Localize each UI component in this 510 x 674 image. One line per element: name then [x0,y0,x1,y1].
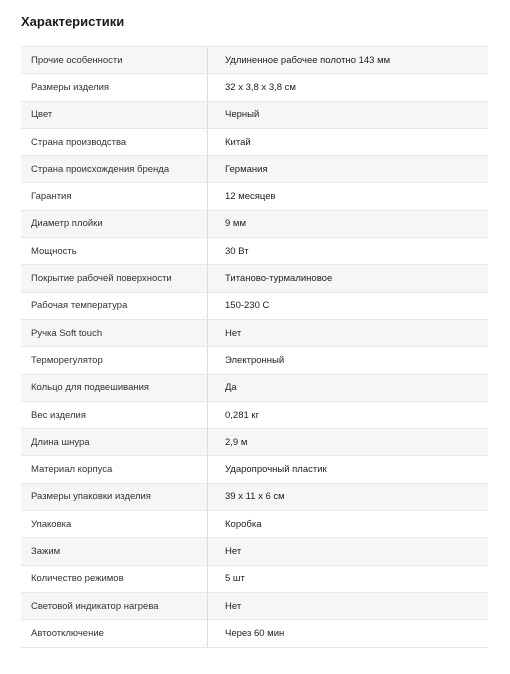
spec-value: Черный [225,109,260,121]
spec-row [21,265,488,292]
spec-row [21,538,488,565]
spec-row [21,47,488,74]
spec-value: Ударопрочный пластик [225,464,327,476]
spec-row [21,183,488,210]
spec-name: Страна происхождения бренда [21,156,208,182]
spec-name: Покрытие рабочей поверхности [21,265,208,291]
spec-name: Длина шнура [21,429,208,455]
spec-row [21,293,488,320]
spec-value: Титаново-турмалиновое [225,273,333,285]
spec-name: Количество режимов [21,566,208,592]
spec-value: Коробка [225,518,262,530]
spec-name: Зажим [21,538,208,564]
spec-name: Страна производства [21,129,208,155]
spec-name: Прочие особенности [21,47,208,73]
spec-value: 2,9 м [225,436,248,448]
spec-value: 39 х 11 х 6 см [225,491,285,503]
spec-name: Материал корпуса [21,456,208,482]
spec-name: Ручка Soft touch [21,320,208,346]
spec-value: 0,281 кг [225,409,260,421]
spec-name: Кольцо для подвешивания [21,375,208,401]
spec-name: Автоотключение [21,620,208,646]
section-title: Характеристики [21,14,125,29]
spec-row [21,238,488,265]
spec-row [21,429,488,456]
spec-value: 5 шт [225,573,245,585]
spec-value: 12 месяцев [225,191,276,203]
spec-name: Размеры изделия [21,74,208,100]
spec-row [21,566,488,593]
spec-name: Гарантия [21,183,208,209]
spec-row [21,593,488,620]
spec-row [21,402,488,429]
spec-value: Удлиненное рабочее полотно 143 мм [225,54,391,66]
spec-name: Мощность [21,238,208,264]
spec-row [21,484,488,511]
spec-row [21,347,488,374]
spec-row [21,102,488,129]
spec-value: Через 60 мин [225,627,285,639]
spec-row [21,74,488,101]
spec-name: Рабочая температура [21,293,208,319]
spec-row [21,320,488,347]
spec-row [21,211,488,238]
spec-value: Электронный [225,354,285,366]
spec-row [21,129,488,156]
spec-value: 32 х 3,8 х 3,8 см [225,81,296,93]
spec-value: Германия [225,163,268,175]
spec-name: Размеры упаковки изделия [21,484,208,510]
spec-row [21,511,488,538]
spec-name: Цвет [21,102,208,128]
spec-value: 9 мм [225,218,246,230]
spec-name: Диаметр плойки [21,211,208,237]
spec-value: Да [225,382,237,394]
spec-name: Упаковка [21,511,208,537]
spec-name: Вес изделия [21,402,208,428]
spec-row [21,375,488,402]
spec-value: 30 Вт [225,245,249,257]
spec-row [21,156,488,183]
spec-row [21,456,488,483]
spec-value: 150-230 С [225,300,270,312]
spec-value: Нет [225,327,242,339]
spec-row [21,620,488,647]
spec-value: Нет [225,545,242,557]
spec-value: Китай [225,136,251,148]
specs-table [21,46,488,648]
spec-name: Световой индикатор нагрева [21,593,208,619]
spec-name: Терморегулятор [21,347,208,373]
spec-value: Нет [225,600,242,612]
